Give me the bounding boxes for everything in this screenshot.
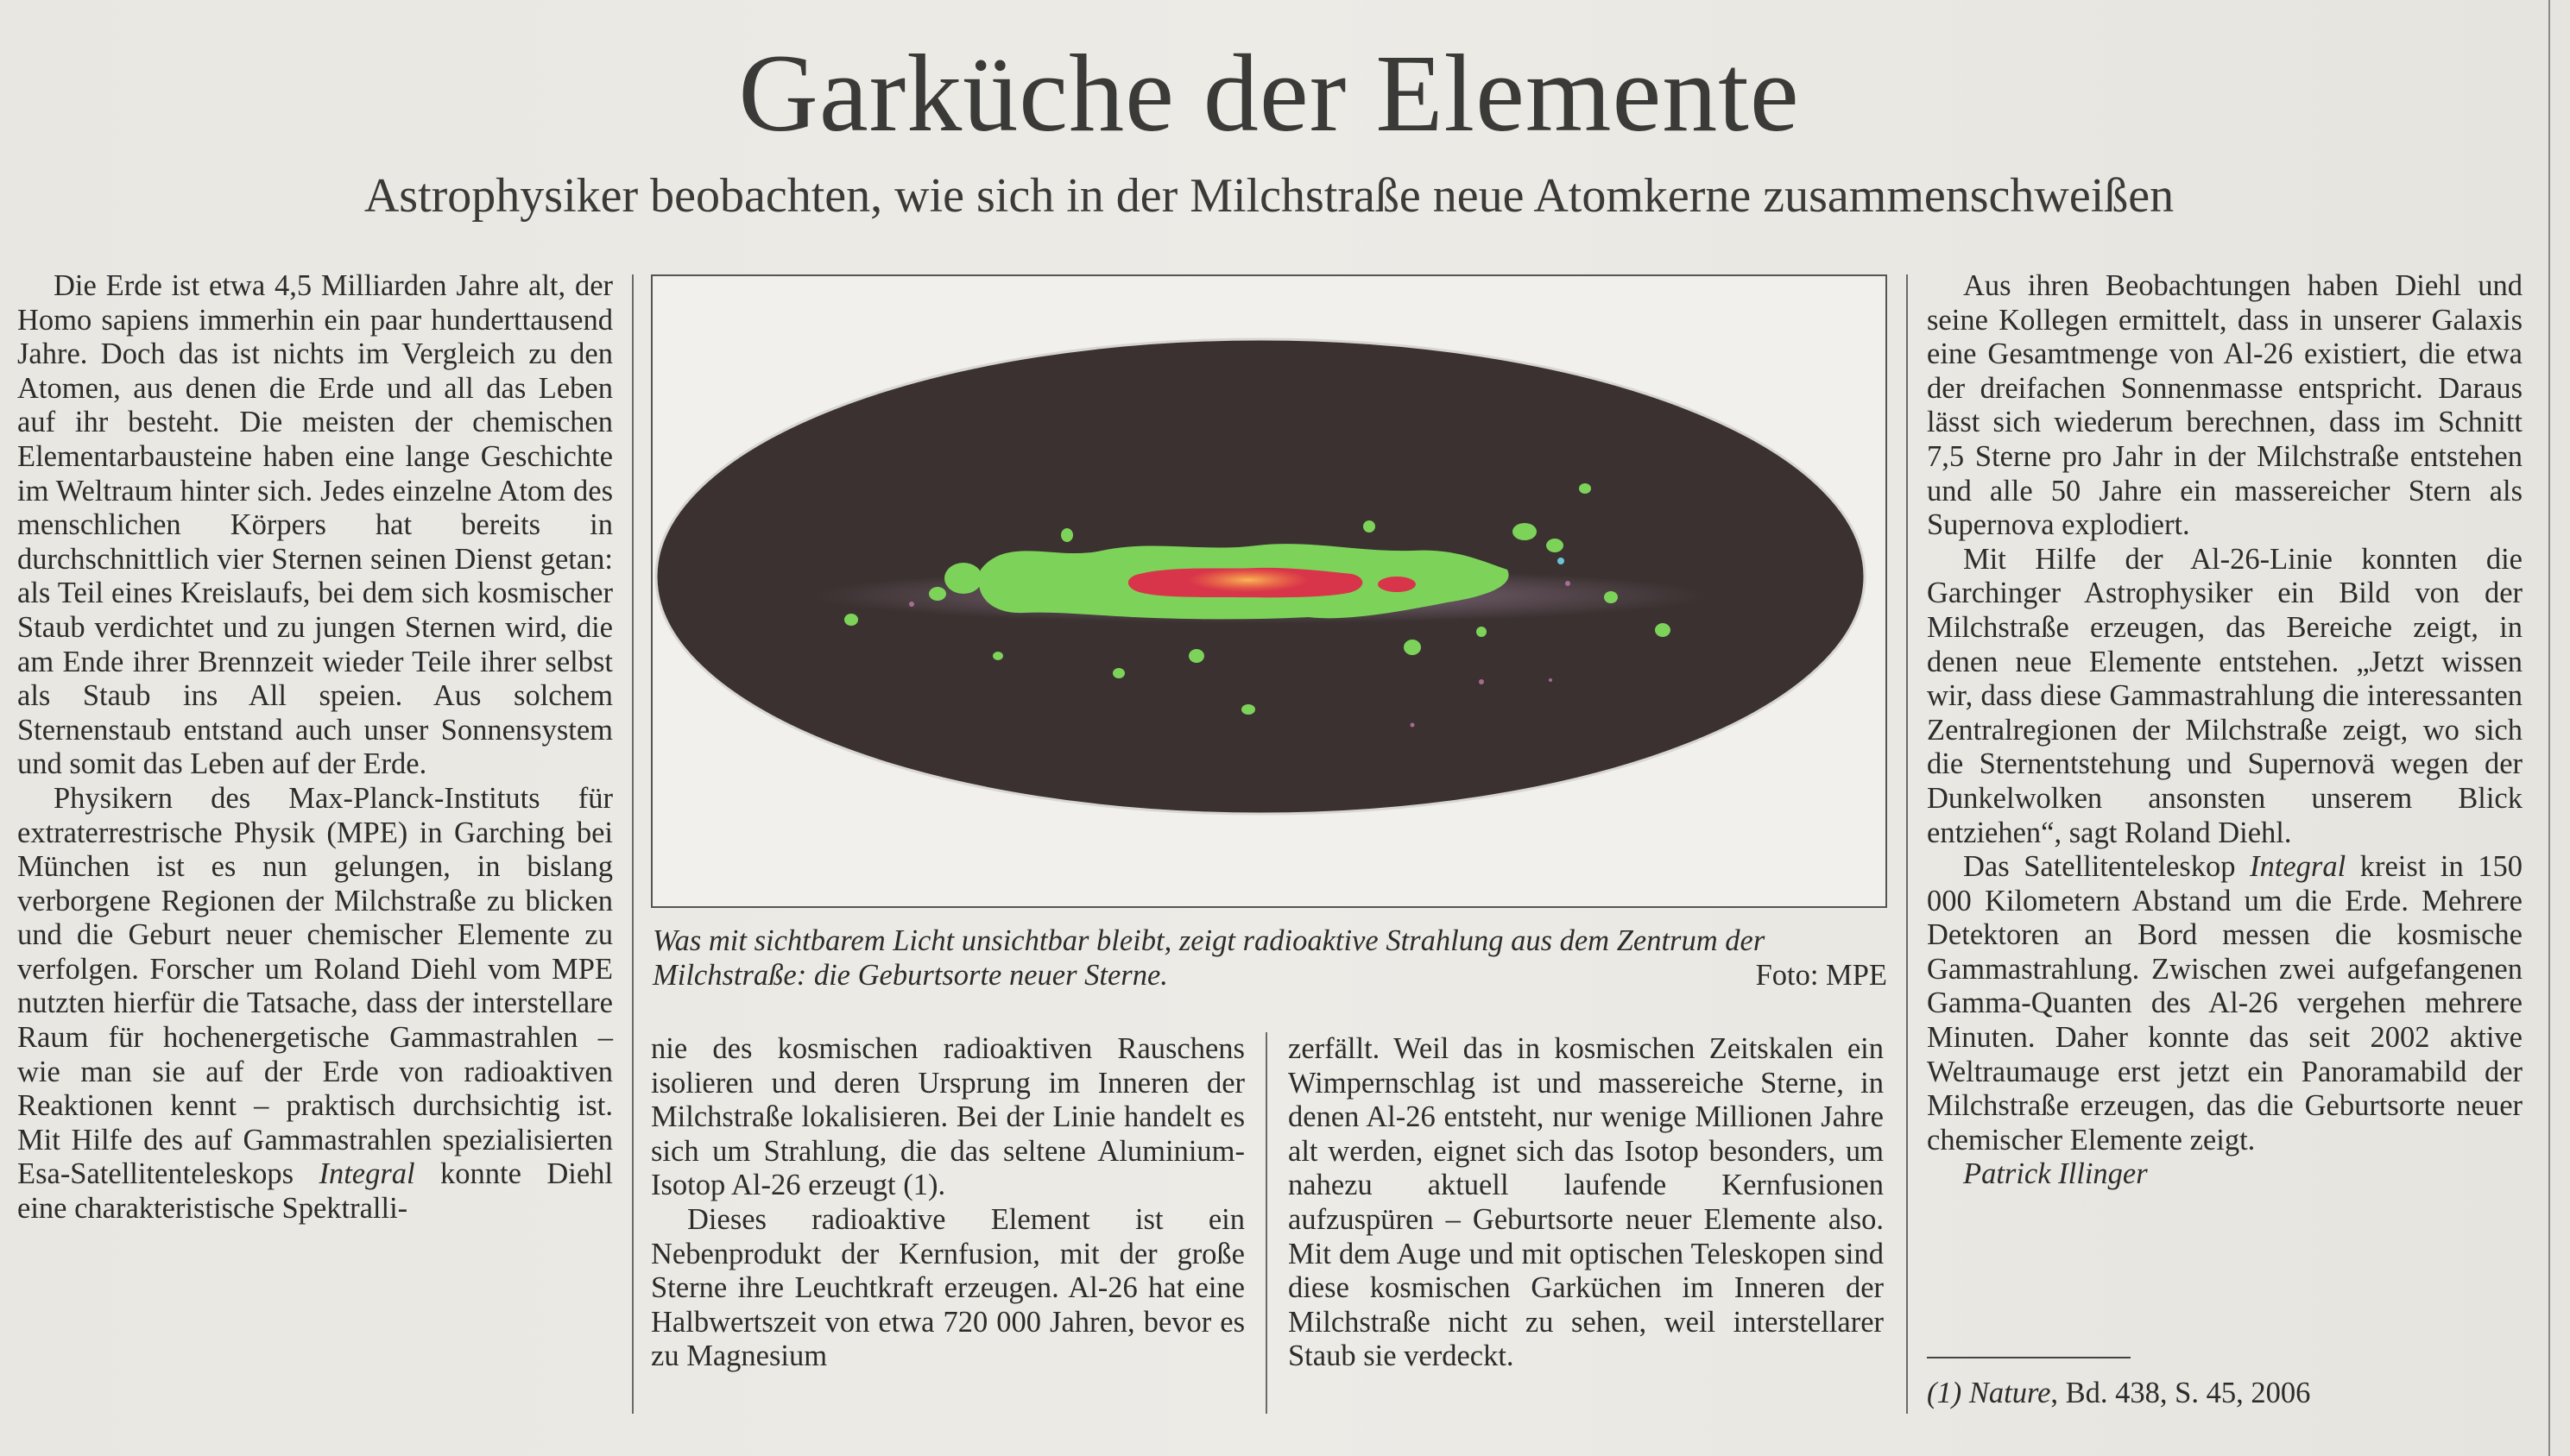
galaxy-figure — [651, 274, 1887, 908]
paragraph: Physikern des Max-Planck-Instituts für extraterrestrische Physik (MPE) in Garching bei München ist es nun gelungen, in bislang verborgene Regionen der Milchstraße zu blicken und die Geburt neuer chemischer Elemente zu verfolgen. Forscher um Roland Diehl vom MPE nutzten hierfür die Tatsache, dass der interstellare Raum für hochenergetische Gammastrahlen – wie man sie auf der Erde von radioaktiven Reaktionen kennt – praktisch durchsichtig ist. Mit Hilfe des auf Gammastrahlen spezialisierten Esa-Satellitenteleskops Integral konnte Diehl eine charakteristische Spektralli- — [17, 781, 614, 1226]
column-rule — [632, 274, 634, 1414]
telescope-name: Integral — [2250, 850, 2346, 884]
paragraph: Aus ihren Beobachtungen haben Diehl und seine Kollegen ermittelt, dass in unserer Galaxis eine Gesamtmenge von Al-26 existiert, die etwa der dreifachen Sonnenmasse entspricht. Daraus lässt sich wiederum berechnen, dass im Schnitt 7,5 Sterne pro Jahr in der Milchstraße entstehen und alle 50 Jahre ein massereicher Stern als Supernova explodiert. — [1927, 269, 2523, 542]
paragraph: Mit Hilfe der Al-26-Linie konnten die Garchinger Astrophysiker ein Bild von der Milchstraße erzeugen, das Bereiche zeigt, in denen neue Elemente entstehen. „Jetzt wissen wir, dass diese Gammastrahlung die interessanten Zentralregionen der Milchstraße zeigt, wo sich die Sternentstehung und Supernovä wegen der Dunkelwolken ansonsten unserem Blick entziehen“, sagt Roland Diehl. — [1927, 542, 2523, 849]
telescope-name: Integral — [319, 1157, 415, 1191]
page-edge-rule — [2548, 0, 2550, 1456]
caption-text: Was mit sichtbarem Licht unsichtbar bleibt, zeigt radioaktive Strahlung aus dem Zentrum der Milchstraße: die Geburtsorte neuer Sterne. — [653, 924, 1765, 992]
subheadline: Astrophysiker beobachten, wie sich in der Milchstraße neue Atomkerne zusammenschweißen — [363, 169, 2175, 223]
photo-credit: Foto: MPE — [1755, 959, 1887, 992]
figure-caption — [653, 923, 1887, 993]
column-2 — [651, 1032, 1245, 1374]
milky-way-image — [653, 276, 1885, 906]
paragraph: zerfällt. Weil das in kosmischen Zeitskalen ein Wimpernschlag ist und massereiche Sterne, in denen Al-26 entsteht, nur wenige Millionen Jahre alt werden, eignet sich das Isotop besonders, um nahezu aktuell laufende Kernfusionen aufzuspüren – Geburtsorte neuer Elemente also. Mit dem Auge und mit optischen Teleskopen sind diese kosmischen Garküchen im Inneren der Milchstraße nicht zu sehen, weil interstellarer Staub sie verdeckt. — [1288, 1032, 1884, 1373]
headline: Garküche der Elemente — [738, 32, 1800, 154]
column-1 — [17, 269, 613, 1226]
footnote-rule — [1927, 1357, 2131, 1358]
paragraph: nie des kosmischen radioaktiven Rauschens isolieren und deren Ursprung im Inneren der Milchstraße lokalisieren. Bei der Linie handelt es sich um Strahlung, die das seltene Aluminium-Isotop Al-26 erzeugt (1). — [651, 1032, 1245, 1202]
paragraph: Dieses radioaktive Element ist ein Nebenprodukt der Kernfusion, mit der große Sterne ihre Leuchtkraft erzeugen. Al-26 hat eine Halbwertszeit von etwa 720 000 Jahren, bevor es zu Magnesium — [651, 1202, 1245, 1373]
paragraph: Die Erde ist etwa 4,5 Milliarden Jahre alt, der Homo sapiens immerhin ein paar hunderttausend Jahre. Doch das ist nichts im Vergleich zu den Atomen, aus denen die Erde und all das Leben auf ihr besteht. Die meisten der chemischen Elementarbausteine haben eine lange Geschichte im Weltraum hinter sich. Jedes einzelne Atom des menschlichen Körpers hat bereits in durchschnittlich vier Sternen seinen Dienst getan: als Teil eines Kreislaufs, bei dem sich kosmischer Staub verdichtet und zu jungen Sternen wird, die am Ende ihrer Brennzeit wieder Teile ihrer selbst als Staub ins All speien. Aus solchem Sternenstaub entstand auch unser Sonnensystem und somit das Leben auf der Erde. — [17, 269, 613, 781]
column-rule — [1266, 1032, 1267, 1414]
column-rule — [1906, 274, 1908, 1414]
column-3 — [1288, 1032, 1884, 1374]
footnote: (1) Nature, Bd. 438, S. 45, 2006 — [1927, 1377, 2311, 1409]
paragraph: Das Satellitenteleskop Integral kreist in 150 000 Kilometern Abstand um die Erde. Mehrere Detektoren an Bord messen die kosmische Gammastrahlung. Zwischen zwei aufgefangenen Gamma-Quanten des Al-26 vergehen mehrere Minuten. Daher konnte das seit 2002 aktive Weltraumauge erst jetzt ein Panoramabild der Milchstraße erzeugen, das die Geburtsorte neuer chemischer Elemente zeigt. — [1927, 850, 2523, 1157]
column-4 — [1927, 269, 2523, 1192]
author-byline: Patrick Illinger — [1963, 1157, 2148, 1191]
